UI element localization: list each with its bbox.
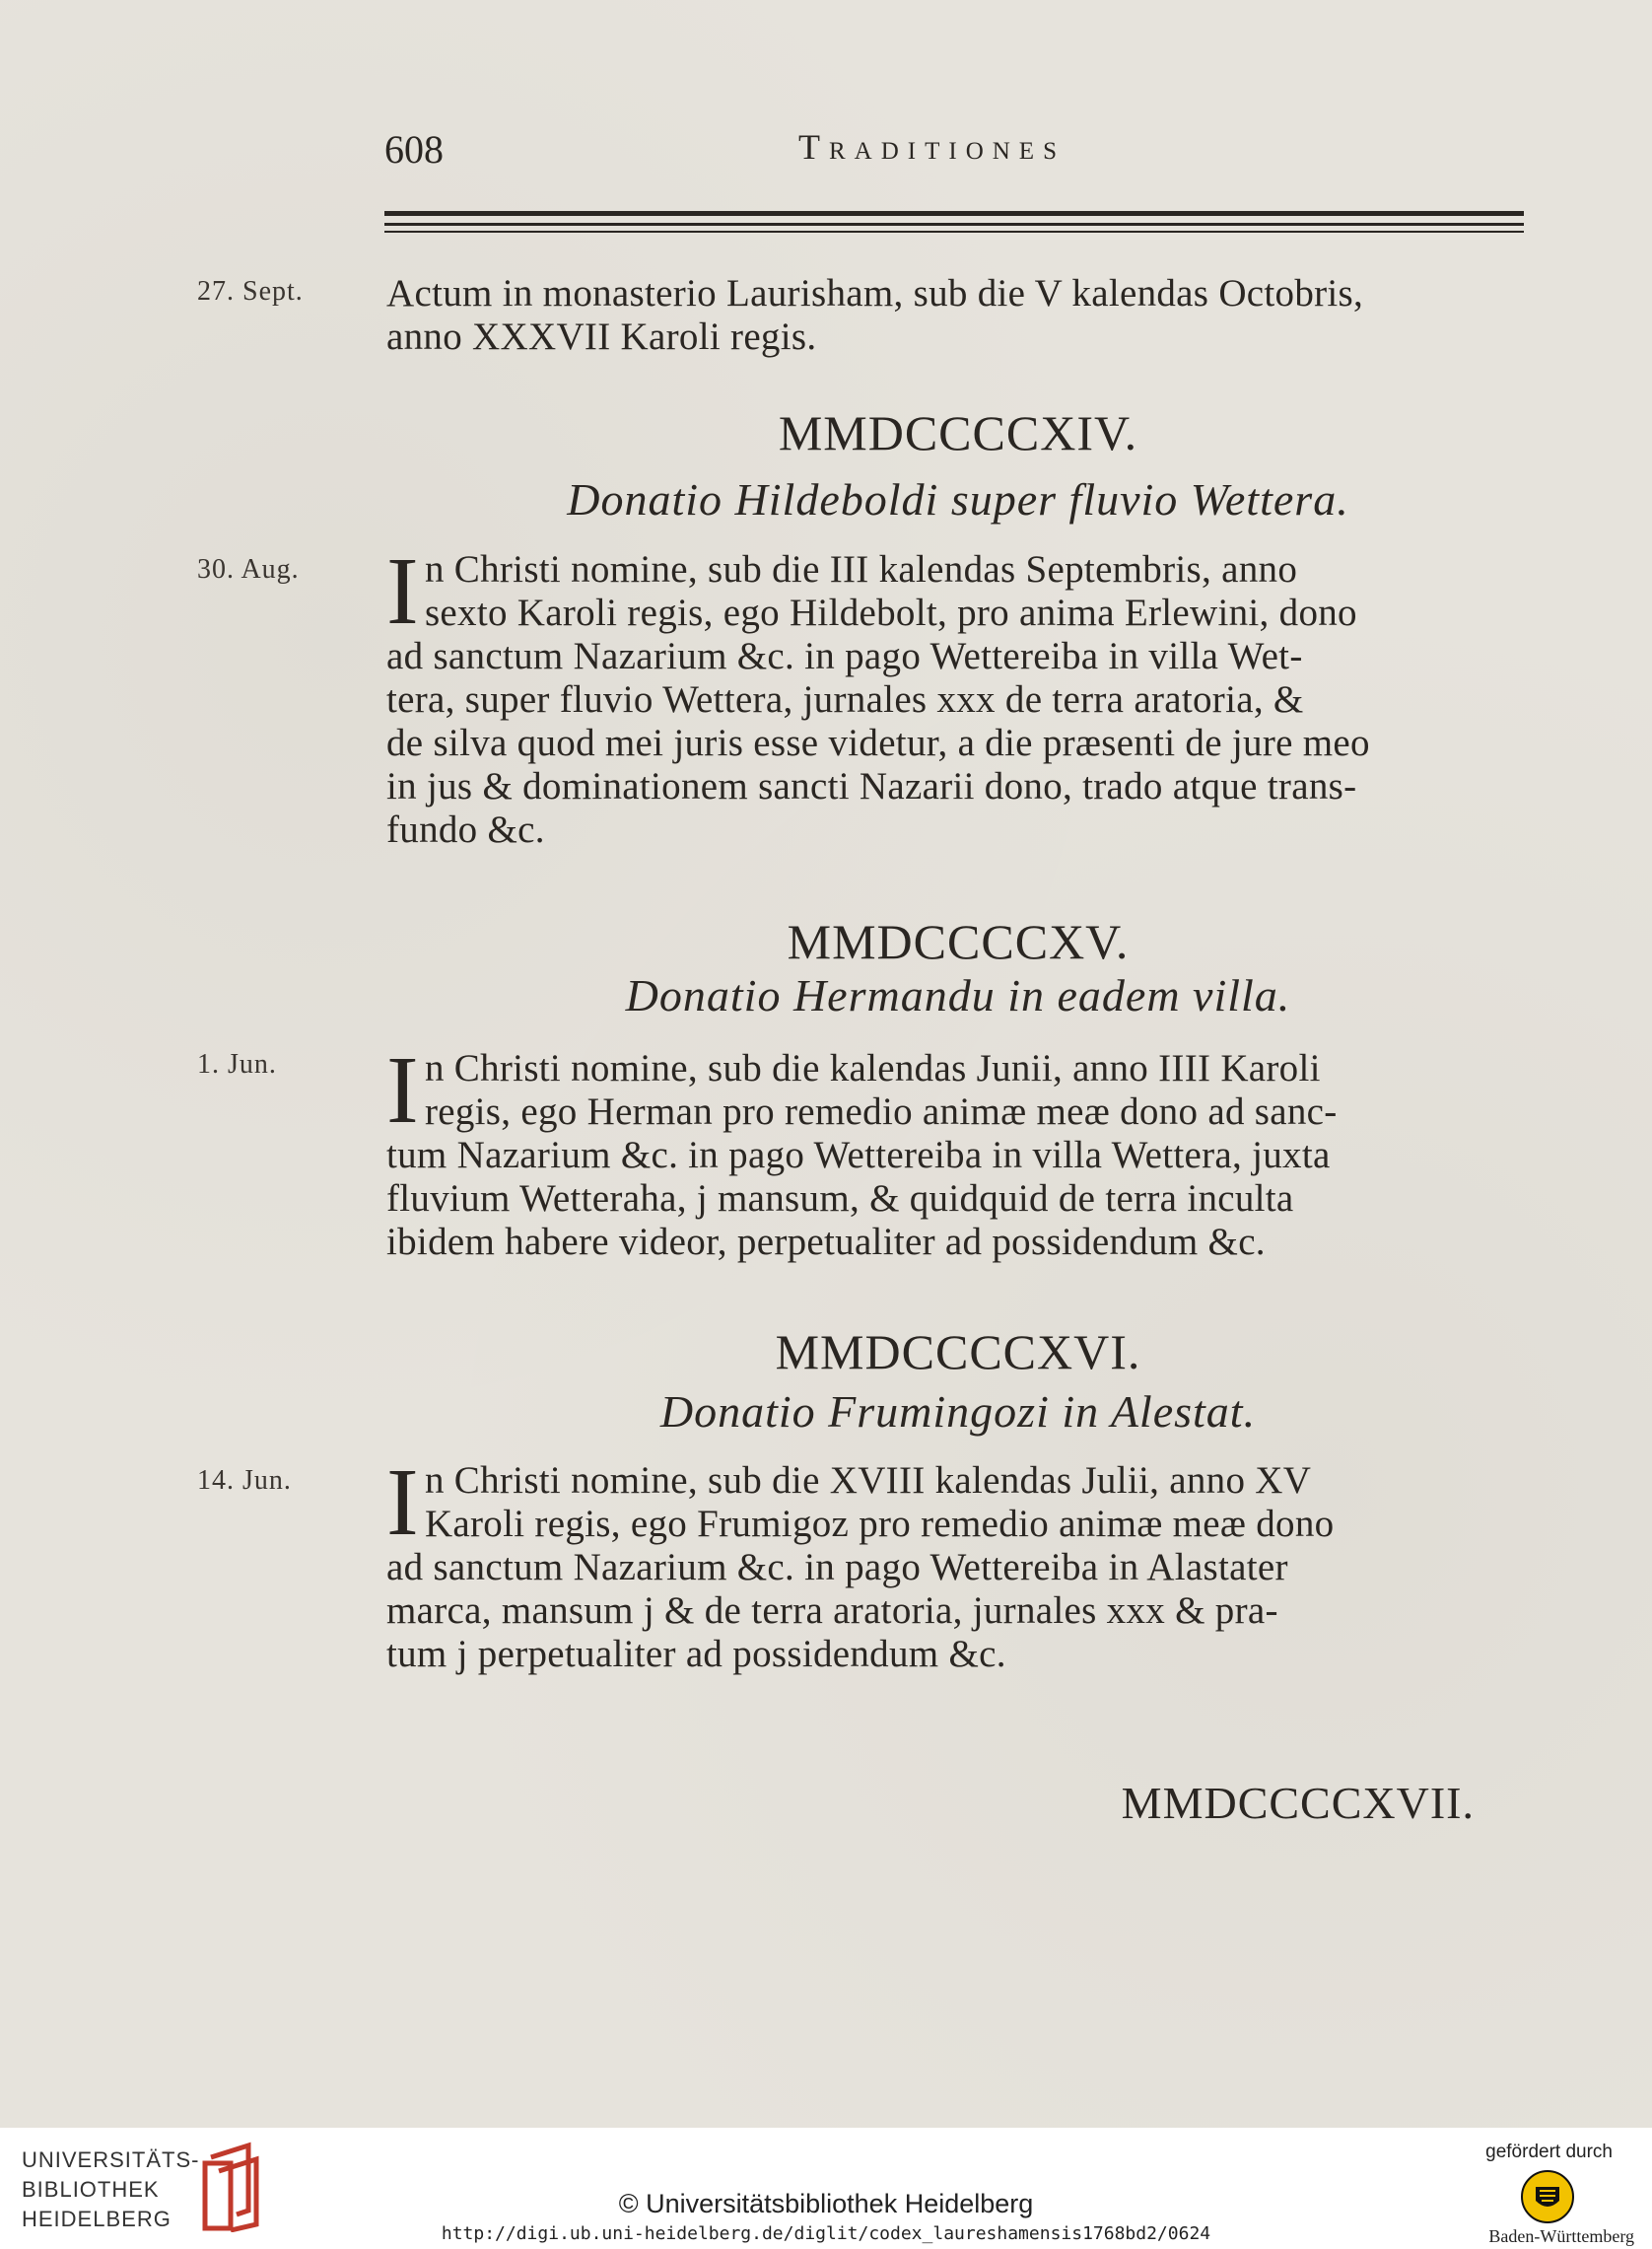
drop-cap: I	[386, 1037, 419, 1144]
drop-cap: I	[386, 1449, 419, 1556]
permalink[interactable]: http://digi.ub.uni-heidelberg.de/diglit/codex_laureshamensis1768bd2/0624	[441, 2223, 1211, 2244]
catchword: MMDCCCCXVII.	[1121, 1778, 1475, 1828]
text-line: sexto Karoli regis, ego Hildebolt, pro anima Erlewini, dono	[424, 592, 1357, 634]
text-line: de silva quod mei juris esse videtur, a die præsenti de jure meo	[386, 722, 1370, 764]
text-line: regis, ego Herman pro remedio animæ meæ dono ad sanc-	[424, 1090, 1338, 1133]
charter-title: Donatio Frumingozi in Alestat.	[659, 1386, 1257, 1437]
text-line: tum j perpetualiter ad possidendum &c.	[386, 1633, 1006, 1675]
text-line: tum Nazarium &c. in pago Wettereiba in villa Wettera, juxta	[386, 1134, 1331, 1176]
entry-text	[386, 272, 1530, 359]
text-line: ad sanctum Nazarium &c. in pago Wettereiba in villa Wet-	[386, 635, 1303, 677]
text-line: marca, mansum j & de terra aratoria, jurnales xxx & pra-	[386, 1589, 1278, 1632]
copyright-notice: © Universitätsbibliothek Heidelberg	[618, 2189, 1034, 2218]
text-line: fluvium Wetteraha, j mansum, & quidquid de terra inculta	[386, 1177, 1294, 1220]
state-name: Baden-Württemberg	[1488, 2226, 1634, 2246]
entry-text	[386, 1037, 1530, 1264]
header-rule	[384, 211, 1524, 216]
drop-cap: I	[386, 538, 419, 645]
margin-date: 14. Jun.	[197, 1465, 292, 1496]
library-name-line: BIBLIOTHEK	[22, 2177, 160, 2202]
margin-date: 1. Jun.	[197, 1049, 277, 1080]
text-line: Karoli regis, ego Frumigoz pro remedio animæ meæ dono	[424, 1503, 1335, 1545]
digitization-footer	[0, 2128, 1652, 2249]
text-line: Actum in monasterio Laurisham, sub die V kalendas Octobris,	[386, 272, 1364, 315]
charter-numeral: MMDCCCCXIV.	[778, 405, 1138, 460]
text-line: ad sanctum Nazarium &c. in pago Wettereiba in Alastater	[386, 1546, 1288, 1588]
header-rule	[384, 223, 1524, 226]
page-number: 608	[384, 127, 444, 172]
charter-numeral: MMDCCCCXVI.	[775, 1324, 1141, 1379]
charter-title: Donatio Hermandu in eadem villa.	[625, 970, 1291, 1020]
text-line: tera, super fluvio Wettera, jurnales xxx de terra aratoria, &	[386, 678, 1304, 721]
entry-text	[386, 538, 1530, 852]
library-name-line: UNIVERSITÄTS-	[22, 2147, 200, 2172]
text-line: in jus & dominationem sancti Nazarii dono, trado atque trans-	[386, 765, 1357, 808]
text-line: n Christi nomine, sub die kalendas Junii, anno IIII Karoli	[424, 1047, 1321, 1089]
entry-text	[386, 1449, 1530, 1676]
text-line: anno XXXVII Karoli regis.	[386, 316, 817, 358]
margin-date: 30. Aug.	[197, 554, 300, 585]
running-head	[384, 126, 1518, 185]
charter-numeral: MMDCCCCXV.	[787, 914, 1130, 969]
text-line: n Christi nomine, sub die XVIII kalendas Julii, anno XV	[424, 1459, 1312, 1502]
library-name-line: HEIDELBERG	[22, 2207, 172, 2231]
state-coat-of-arms-icon	[1520, 2169, 1575, 2224]
margin-date: 27. Sept.	[197, 276, 304, 307]
charter-title: Donatio Hildeboldi super fluvio Wettera.	[567, 474, 1349, 525]
text-line: ibidem habere videor, perpetualiter ad possidendum &c.	[386, 1221, 1266, 1263]
running-title: Traditiones	[798, 127, 1066, 167]
text-line: fundo &c.	[386, 808, 545, 851]
header-rule	[384, 231, 1524, 233]
funded-by-label: gefördert durch	[1485, 2142, 1613, 2162]
text-line: n Christi nomine, sub die III kalendas Septembris, anno	[424, 548, 1298, 591]
